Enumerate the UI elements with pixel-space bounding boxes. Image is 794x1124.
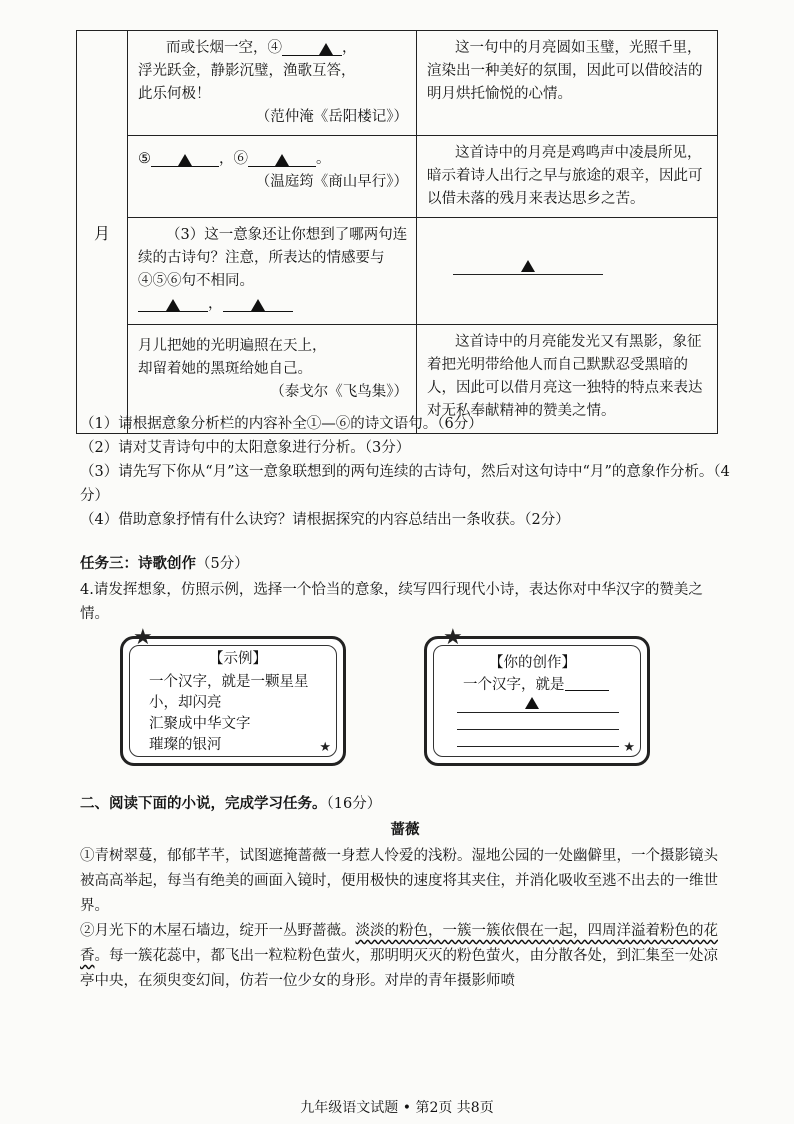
question-1: （1）请根据意象分析栏的内容补全①—⑥的诗文语句。（6分）: [80, 416, 483, 432]
triangle-icon: [521, 260, 535, 272]
table-row: 月儿把她的光明遍照在天上， 却留着她的黑斑给她自己。 （泰戈尔《飞鸟集》） 这首诗中的月亮能发光又有黑影，象征着把光明带给他人而自己默默忍受黑暗的人，因此可以借月亮这一独特的特点来表达对无私奉献精神的赞美之情。: [77, 325, 718, 434]
analysis-text: 这首诗中的月亮是鸡鸣声中凌晨所见，暗示着诗人出行之早与旅途的艰辛，因此可以借未落的残月来表达思乡之苦。: [427, 145, 703, 207]
triangle-icon: [275, 154, 289, 166]
creation-line-1[interactable]: [457, 712, 619, 713]
table-row: 月 而或长烟一空，④ ， 浮光跃金，静影沉璧，渔歌互答， 此乐何极！ （范仲淹《岳阳楼记》） 这一句中的月亮圆如玉璧，光照千里，渲染出一种美好的氛围，因此可以借皎洁的明月烘托愉悦的心情。: [77, 31, 718, 136]
star-icon: ★: [623, 740, 635, 755]
star-icon: ★: [319, 740, 331, 755]
triangle-icon: [166, 299, 180, 311]
answer-blank-a[interactable]: [138, 295, 208, 312]
creation-title: 【你的创作】: [489, 655, 576, 671]
section2-heading: 二、阅读下面的小说，完成学习任务。: [80, 796, 327, 812]
table-row: （3）这一意象还让你想到了哪两句连续的古诗句？注意，所表达的情感要与④⑤⑥句不相同。 ，: [77, 218, 718, 325]
underlined-sentence: 淡淡的粉色，一簇一簇依偎在一起，四周洋溢着粉色的花香: [80, 923, 718, 964]
task3: 任务三：诗歌创作（5分） 4.请发挥想象，仿照示例，选择一个恰当的意象，续写四行现代小诗，表达你对中华汉字的赞美之情。: [80, 552, 730, 626]
section2: 二、阅读下面的小说，完成学习任务。（16分） 蔷薇 ①青树翠蔓，郁郁芊芊，试图遮掩蔷薇一身惹人怜爱的浅粉。湿地公园的一处幽僻里，一个摄影镜头被高高举起，每当有绝美的画面入镜时，便用极快的速度将其夹住，并消化吸收至逃不出去的一维世界。 ②月光下的木屋石墙边，绽开一丛野蔷薇。淡淡的粉色，一簇一簇依偎在一起，四周洋溢着粉色的花香。每一簇花蕊中，都飞出一粒粒粉色萤火，那明明灭灭的粉色萤火，由分散各处，到汇集至一处凉亭中央，在须臾变幻间，仿若一位少女的身形。对岸的青年摄影师喷: [80, 792, 730, 994]
table-row: ⑤ ，⑥ 。 （温庭筠《商山早行》） 这首诗中的月亮是鸡鸣声中凌晨所见，暗示着诗人出行之早与旅途的艰辛，因此可以借未落的残月来表达思乡之苦。: [77, 136, 718, 218]
question-3: （3）请先写下你从“月”这一意象联想到的两句连续的古诗句，然后对这句诗中“月”的意象作分析。（4分）: [80, 464, 730, 504]
questions: [80, 412, 730, 532]
triangle-icon: [525, 697, 539, 709]
task3-heading: 任务三：诗歌创作: [80, 556, 196, 572]
imagery-table: [76, 30, 718, 434]
answer-blank-6[interactable]: [248, 150, 316, 167]
example-card: ★ ★ 【示例】 一个汉字，就是一颗星星 小，却闪亮 汇聚成中华文字 璀璨的银河: [120, 636, 346, 766]
star-icon: ★: [133, 625, 153, 650]
triangle-icon: [319, 43, 333, 55]
task3-prompt: 4.请发挥想象，仿照示例，选择一个恰当的意象，续写四行现代小诗，表达你对中华汉字的赞美之情。: [80, 582, 703, 622]
creation-line-3[interactable]: [457, 746, 619, 747]
answer-line[interactable]: [453, 274, 603, 275]
analysis-text: 这首诗中的月亮能发光又有黑影，象征着把光明带给他人而自己默默忍受黑暗的人，因此可以借月亮这一独特的特点来表达对无私奉献精神的赞美之情。: [427, 334, 703, 419]
star-icon: ★: [443, 625, 463, 650]
creation-line-2[interactable]: [457, 729, 619, 730]
analysis-text: 这一句中的月亮圆如玉璧，光照千里，渲染出一种美好的氛围，因此可以借皎洁的明月烘托愉悦的心情。: [427, 40, 703, 102]
example-title: 【示例】: [209, 651, 267, 667]
question-2: （2）请对艾青诗句中的太阳意象进行分析。（3分）: [80, 440, 411, 456]
answer-blank-5[interactable]: [151, 150, 219, 167]
row-label: 月: [77, 31, 128, 434]
story-title: 蔷薇: [390, 822, 420, 838]
triangle-icon: [178, 154, 192, 166]
page-footer: 九年级语文试题 • 第2页 共8页: [300, 1100, 494, 1116]
story-paragraph-2: ②月光下的木屋石墙边，绽开一丛野蔷薇。淡淡的粉色，一簇一簇依偎在一起，四周洋溢着粉色的花香。每一簇花蕊中，都飞出一粒粒粉色萤火，那明明灭灭的粉色萤火，由分散各处，到汇集至一处凉亭中央，在须臾变幻间，仿若一位少女的身形。对岸的青年摄影师喷: [80, 923, 718, 989]
creation-card: ★ ★ 【你的创作】 一个汉字，就是: [424, 636, 650, 766]
triangle-icon: [251, 299, 265, 311]
story-paragraph-1: ①青树翠蔓，郁郁芊芊，试图遮掩蔷薇一身惹人怜爱的浅粉。湿地公园的一处幽僻里，一个摄影镜头被高高举起，每当有绝美的画面入镜时，便用极快的速度将其夹住，并消化吸收至逃不出去的一维世界。: [80, 848, 718, 914]
question-4: （4）借助意象抒情有什么诀窍？请根据探究的内容总结出一条收获。（2分）: [80, 512, 570, 528]
answer-blank-4[interactable]: [282, 39, 342, 56]
creation-blank[interactable]: [565, 674, 609, 691]
answer-blank-b[interactable]: [223, 295, 293, 312]
